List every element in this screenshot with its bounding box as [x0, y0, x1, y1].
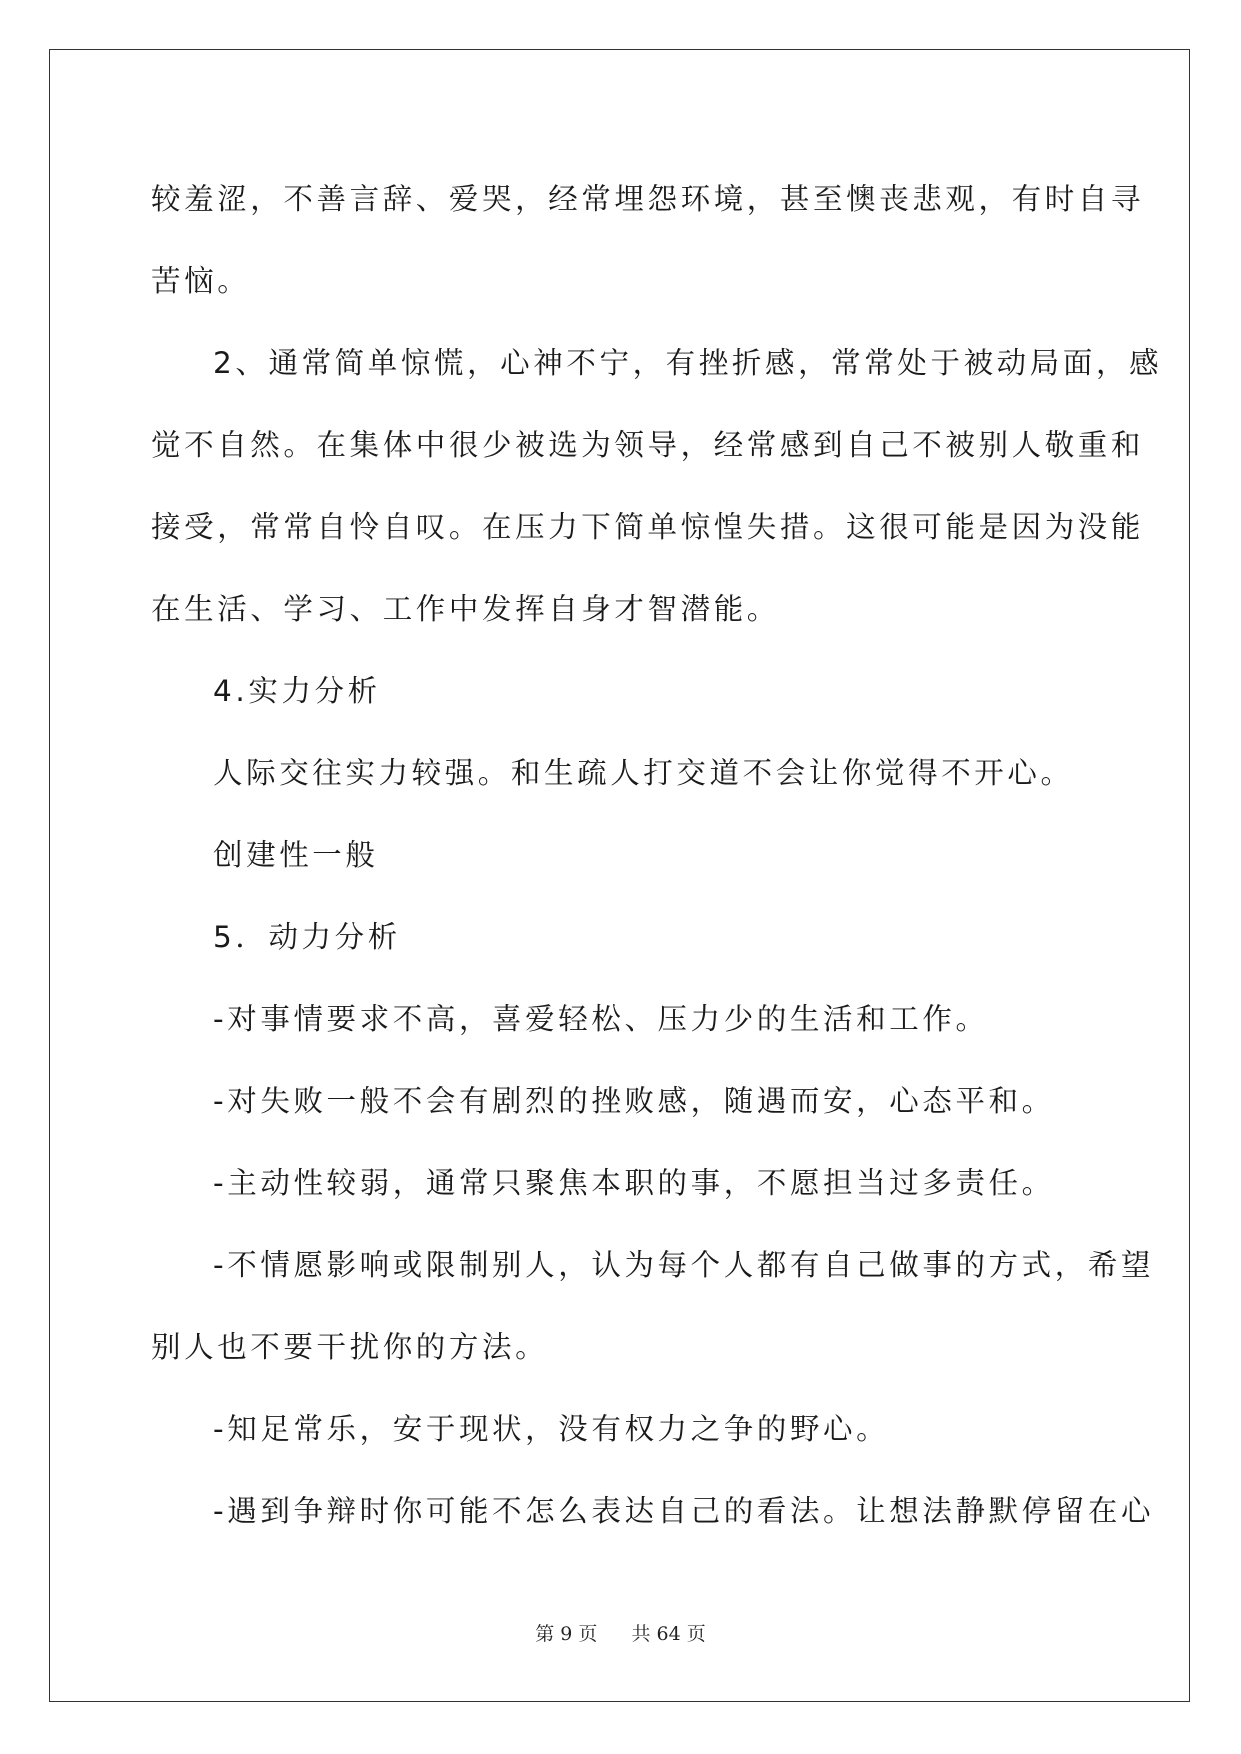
- text-line: 较羞涩，不善言辞、爱哭，经常埋怨环境，甚至懊丧悲观，有时自寻: [151, 182, 1145, 216]
- text-line: 2、通常简单惊慌，心神不宁，有挫折感，常常处于被动局面，感: [213, 346, 1163, 380]
- section-heading: 5．动力分析: [213, 920, 401, 954]
- page-total: 共 64 页: [631, 1623, 706, 1645]
- page-number: 第 9 页: [535, 1623, 598, 1645]
- text-line: 别人也不要干扰你的方法。: [151, 1330, 549, 1364]
- document-body: [151, 158, 1163, 1552]
- list-item: -不情愿影响或限制别人，认为每个人都有自己做事的方式，希望: [213, 1248, 1155, 1282]
- page-footer: [0, 1619, 1241, 1646]
- list-item: -遇到争辩时你可能不怎么表达自己的看法。让想法静默停留在心: [213, 1494, 1155, 1528]
- text-line: 觉不自然。在集体中很少被选为领导，经常感到自己不被别人敬重和: [151, 428, 1145, 462]
- text-line: 在生活、学习、工作中发挥自身才智潜能。: [151, 592, 780, 626]
- list-item: -对事情要求不高，喜爱轻松、压力少的生活和工作。: [213, 1002, 989, 1036]
- text-line: 接受，常常自怜自叹。在压力下简单惊惶失措。这很可能是因为没能: [151, 510, 1145, 544]
- list-item: -对失败一般不会有剧烈的挫败感，随遇而安，心态平和。: [213, 1084, 1055, 1118]
- section-heading: 4.实力分析: [213, 674, 381, 708]
- list-item: -知足常乐，安于现状，没有权力之争的野心。: [213, 1412, 890, 1446]
- text-line: 人际交往实力较强。和生疏人打交道不会让你觉得不开心。: [213, 756, 1074, 790]
- text-line: 创建性一般: [213, 838, 379, 872]
- text-line: 苦恼。: [151, 264, 251, 298]
- list-item: -主动性较弱，通常只聚焦本职的事，不愿担当过多责任。: [213, 1166, 1055, 1200]
